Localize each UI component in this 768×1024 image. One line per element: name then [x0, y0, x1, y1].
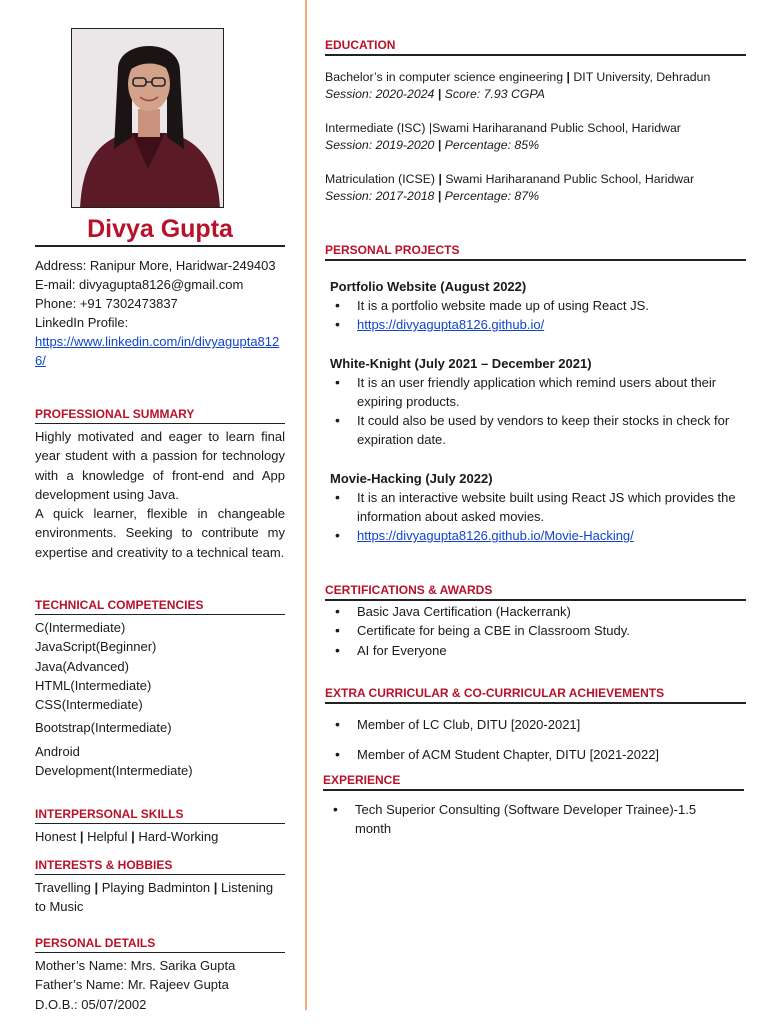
personal-details-section: [35, 936, 285, 1014]
phone: Phone: +91 7302473837: [35, 296, 178, 311]
project-entry: [325, 354, 746, 450]
session: Session: 2019-2020: [325, 138, 435, 152]
column-divider: [305, 0, 307, 1010]
candidate-name: Divya Gupta: [87, 215, 233, 243]
experience-item: • Tech Superior Consulting (Software Developer Trainee)-1.5 month: [331, 800, 731, 839]
score: Percentage: 85%: [444, 138, 540, 152]
project-title: White-Knight (July 2021 – December 2021): [330, 355, 592, 371]
skill-item: HTML(Intermediate): [35, 677, 152, 693]
education-entry: Matriculation (ICSE) | Swami Hariharanand Public School, Haridwar Session: 2017-2018 | Percentage: 87%: [325, 172, 695, 203]
skill-item: JavaScript(Beginner): [35, 639, 157, 655]
degree: Matriculation (ICSE): [325, 172, 436, 186]
contact-block: [35, 256, 285, 370]
interest-item: Playing Badminton: [101, 880, 211, 895]
summary-paragraph: A quick learner, flexible in changeable environments. Seeking to contribute my expertise and creativity to a technical team.: [35, 506, 285, 560]
section-title: PERSONAL DETAILS: [35, 936, 285, 953]
professional-summary-section: [35, 407, 285, 562]
summary-paragraph: Highly motivated and eager to learn final year student with a passion for technology with a knowledge of front-end and App development using Java.: [35, 429, 285, 502]
certifications-section: [325, 583, 746, 660]
personal-details-list: [35, 956, 285, 1014]
skill-item: Android Development(Intermediate): [35, 743, 193, 779]
experience-section: [323, 773, 744, 839]
project-link[interactable]: https://divyagupta8126.github.io/: [357, 317, 545, 333]
project-title: Movie-Hacking (July 2022): [330, 470, 493, 486]
linkedin-link[interactable]: https://www.linkedin.com/in/divyagupta8126/: [35, 334, 280, 368]
date-of-birth: D.O.B.: 05/07/2002: [35, 996, 147, 1012]
address: Address: Ranipur More, Haridwar-249403: [35, 258, 276, 273]
section-title: EXTRA CURRICULAR & CO-CURRICULAR ACHIEVEMENTS: [325, 686, 746, 704]
skills-list: [35, 618, 285, 780]
linkedin-label: LinkedIn Profile:: [35, 315, 129, 330]
certification-item: • Certificate for being a CBE in Classroom Study.: [333, 621, 746, 640]
project-link[interactable]: https://divyagupta8126.github.io/Movie-Hacking/: [357, 528, 634, 544]
project-bullet: [333, 526, 746, 545]
skill-item: Java(Advanced): [35, 658, 129, 674]
interests-section: [35, 858, 285, 917]
school: DIT University, Dehradun: [573, 70, 711, 84]
achievement-item: • Member of ACM Student Chapter, DITU [2021-2022]: [333, 745, 746, 764]
degree: Bachelor’s in computer science engineering: [325, 70, 564, 84]
profile-photo: [71, 28, 224, 208]
education-section: [325, 38, 746, 205]
section-title: EDUCATION: [325, 38, 746, 56]
section-title: CERTIFICATIONS & AWARDS: [325, 583, 746, 601]
education-entry: Bachelor’s in computer science engineering | DIT University, Dehradun Session: 2020-2024 | Score: 7.93 CGPA: [325, 70, 711, 101]
session: Session: 2017-2018: [325, 189, 435, 203]
soft-skill: Hard-Working: [138, 829, 219, 844]
project-entry: [325, 277, 746, 335]
certification-item: • AI for Everyone: [333, 641, 746, 660]
separator: |: [79, 829, 88, 844]
project-bullet: • It is a portfolio website made up of using React JS.: [333, 296, 746, 315]
certification-item: • Basic Java Certification (Hackerrank): [333, 602, 746, 621]
mother-name: Mother’s Name: Mrs. Sarika Gupta: [35, 958, 236, 973]
section-title: EXPERIENCE: [323, 773, 744, 791]
score: Percentage: 87%: [444, 189, 540, 203]
education-entry: Intermediate (ISC) |Swami Hariharanand Public School, Haridwar Session: 2019-2020 | Percentage: 85%: [325, 121, 681, 152]
project-bullet: • It is an interactive website built using React JS which provides the information about asked movies.: [333, 488, 746, 527]
achievement-item: • Member of LC Club, DITU [2020-2021]: [333, 715, 746, 734]
degree: Intermediate (ISC): [325, 121, 426, 135]
soft-skill: Honest: [35, 829, 77, 844]
name-underline: [35, 245, 285, 247]
projects-section: [325, 243, 746, 546]
section-title: INTERPERSONAL SKILLS: [35, 807, 285, 824]
interests-list: [35, 878, 285, 917]
separator: |: [131, 829, 139, 844]
technical-competencies-section: [35, 598, 285, 780]
skill-item: CSS(Intermediate): [35, 697, 143, 713]
project-title: Portfolio Website (August 2022): [330, 279, 527, 294]
project-entry: [325, 469, 746, 546]
father-name: Father’s Name: Mr. Rajeev Gupta: [35, 977, 229, 993]
school: Swami Hariharanand Public School, Haridwar: [445, 172, 695, 186]
interest-item: Listening to Music: [35, 880, 274, 915]
project-bullet: • It could also be used by vendors to keep their stocks in check for expiration date.: [333, 411, 746, 450]
project-bullet: [333, 315, 746, 334]
email[interactable]: E-mail: divyagupta8126@gmail.com: [35, 277, 244, 292]
skill-item: C(Intermediate): [35, 620, 126, 635]
project-bullet: • It is an user friendly application which remind users about their expiring products.: [333, 373, 746, 412]
section-title: TECHNICAL COMPETENCIES: [35, 598, 285, 615]
extracurricular-section: [325, 686, 746, 765]
interest-item: Travelling: [35, 880, 91, 895]
separator: |: [94, 880, 102, 895]
school: Swami Hariharanand Public School, Haridwar: [432, 121, 681, 135]
soft-skill: Helpful: [87, 829, 128, 844]
interpersonal-skills-list: [35, 827, 285, 846]
separator: |: [213, 880, 222, 895]
skill-item: Bootstrap(Intermediate): [35, 720, 172, 736]
session: Session: 2020-2024: [325, 87, 435, 101]
score: Score: 7.93 CGPA: [444, 87, 545, 101]
section-title: INTERESTS & HOBBIES: [35, 858, 285, 875]
section-title: PERSONAL PROJECTS: [325, 243, 746, 261]
interpersonal-skills-section: [35, 807, 285, 846]
section-title: PROFESSIONAL SUMMARY: [35, 407, 285, 424]
